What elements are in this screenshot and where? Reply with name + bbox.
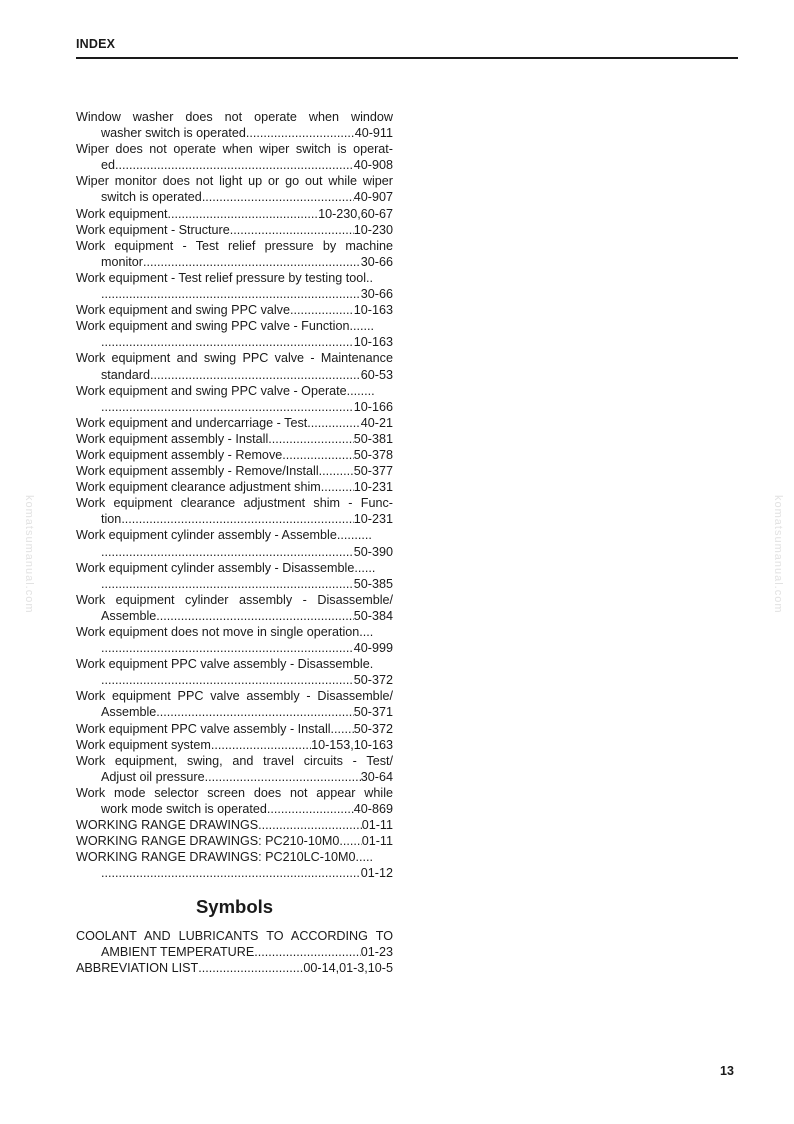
entry-line: Work equipment PPC valve assembly - Disassemble. [76, 657, 374, 672]
dot-leader [205, 769, 361, 785]
entry-leader-line [76, 817, 393, 833]
entry-page-reference: 40-999 [353, 641, 393, 656]
page-number: 13 [720, 1064, 734, 1078]
index-entry [76, 721, 393, 737]
dot-leader [101, 544, 354, 560]
entry-text: Work equipment assembly - Remove [76, 447, 283, 462]
symbols-heading: Symbols [195, 895, 274, 917]
entry-page-reference: 50-377 [353, 464, 393, 479]
entry-page-reference: 40-908 [353, 158, 393, 173]
entry-page-reference: 40-869 [353, 802, 393, 817]
entry-text: monitor [101, 254, 143, 269]
dot-leader [254, 944, 361, 960]
entry-leader-line [76, 511, 393, 527]
index-column [76, 109, 393, 976]
entry-leader-line [76, 367, 393, 383]
entry-leader-line [76, 334, 393, 350]
entry-text: washer switch is operated [101, 126, 246, 141]
index-entry [76, 479, 393, 495]
dot-leader [101, 286, 361, 302]
index-entry [76, 141, 393, 173]
entry-line: Work equipment PPC valve assembly - Disassemble/ [76, 689, 393, 704]
entry-leader-line [76, 479, 393, 495]
entry-leader-line [76, 576, 393, 592]
dot-leader [121, 511, 353, 527]
entry-page-reference: 10-153,10-163 [311, 737, 393, 752]
entry-page-reference: 40-21 [360, 415, 393, 430]
entry-text: switch is operated [101, 190, 202, 205]
entry-leader-line [76, 544, 393, 560]
index-entry [76, 688, 393, 720]
index-entry [76, 318, 393, 350]
entry-text: Work equipment and swing PPC valve [76, 303, 290, 318]
entry-text: standard [101, 367, 151, 382]
entry-line: Work equipment cylinder assembly - Disassemble...... [76, 560, 376, 575]
entry-text: Work equipment assembly - Remove/Install [76, 464, 319, 479]
index-entry [76, 431, 393, 447]
entry-text: work mode switch is operated [101, 802, 267, 817]
entry-leader-line [76, 672, 393, 688]
entry-page-reference: 01-11 [361, 834, 393, 849]
index-entry [76, 624, 393, 656]
entry-page-reference: 50-372 [353, 673, 393, 688]
entry-text: Work equipment assembly - Install [76, 431, 269, 446]
entry-line: Wiper does not operate when wiper switch is operat- [76, 142, 393, 157]
entry-leader-line [76, 125, 393, 141]
entry-line: Work equipment, swing, and travel circuits - Test/ [76, 753, 393, 768]
entry-text: Work equipment PPC valve assembly - Install. [76, 721, 335, 736]
entry-page-reference: 50-371 [353, 705, 393, 720]
entry-line: Work equipment - Test relief pressure by testing tool.. [76, 270, 374, 285]
entry-page-reference: 10-231 [353, 512, 393, 527]
entry-leader-line [76, 960, 393, 976]
entry-text: AMBIENT TEMPERATURE [101, 944, 255, 959]
entry-page-reference: 00-14,01-3,10-5 [303, 960, 393, 975]
dot-leader [258, 817, 362, 833]
entry-text: ed [101, 158, 116, 173]
dot-leader [343, 833, 362, 849]
entry-line: Work equipment cylinder assembly - Assemble.......... [76, 528, 372, 543]
entry-page-reference: 40-911 [354, 126, 393, 141]
dot-leader [211, 737, 311, 753]
index-entry [76, 109, 393, 141]
entry-page-reference: 10-163 [353, 335, 393, 350]
entry-leader-line [76, 737, 393, 753]
index-entry [76, 173, 393, 205]
index-entry [76, 383, 393, 415]
entry-line: COOLANT AND LUBRICANTS TO ACCORDING TO [76, 928, 393, 943]
entry-leader-line [76, 222, 393, 238]
entry-page-reference: 40-907 [353, 190, 393, 205]
entry-line: Work equipment does not move in single operation.... [76, 625, 374, 639]
entry-leader-line [76, 833, 393, 849]
index-entry [76, 206, 393, 222]
entry-page-reference: 01-12 [360, 866, 393, 881]
entry-text: ABBREVIATION LIST [76, 960, 199, 975]
index-entry [76, 463, 393, 479]
entry-line: Work equipment clearance adjustment shim - Func- [76, 496, 393, 511]
dot-leader [246, 125, 355, 141]
entry-line: Work equipment and swing PPC valve - Function....... [76, 319, 374, 334]
entry-text: Work equipment system [76, 737, 211, 752]
dot-leader [307, 415, 361, 431]
index-entry [76, 222, 393, 238]
entry-page-reference: 50-390 [353, 544, 393, 559]
entry-leader-line [76, 302, 393, 318]
entry-text: tion [101, 512, 122, 527]
index-entry [76, 737, 393, 753]
header-title: INDEX [76, 37, 116, 51]
dot-leader [143, 254, 361, 270]
dot-leader [101, 334, 354, 350]
index-entry [76, 302, 393, 318]
entry-page-reference: 30-66 [360, 287, 393, 302]
entry-page-reference: 01-11 [361, 818, 393, 833]
index-entry [76, 592, 393, 624]
index-entry [76, 753, 393, 785]
entry-text: Assemble [101, 608, 157, 623]
index-entry [76, 560, 393, 592]
entry-leader-line [76, 157, 393, 173]
entry-leader-line [76, 640, 393, 656]
dot-leader [268, 431, 354, 447]
dot-leader [101, 672, 354, 688]
entry-leader-line [76, 189, 393, 205]
index-entry [76, 238, 393, 270]
entry-line: Window washer does not operate when window [76, 110, 393, 124]
entry-line: Work mode selector screen does not appear while [76, 785, 393, 800]
dot-leader [334, 721, 354, 737]
dot-leader [202, 189, 354, 205]
index-entry [76, 495, 393, 527]
entry-page-reference: 01-23 [360, 944, 393, 959]
entry-page-reference: 60-53 [360, 367, 393, 382]
index-entry [76, 849, 393, 881]
dot-leader [230, 222, 354, 238]
entry-line: Work equipment - Test relief pressure by machine [76, 238, 393, 253]
index-entry [76, 656, 393, 688]
index-entry [76, 833, 393, 849]
watermark-left: komatsumanual.com [23, 495, 35, 614]
dot-leader [282, 447, 354, 463]
header-divider [76, 57, 738, 59]
entry-leader-line [76, 721, 393, 737]
dot-leader [290, 302, 354, 318]
entry-line: WORKING RANGE DRAWINGS: PC210LC-10M0..... [76, 850, 373, 865]
entry-page-reference: 10-163 [353, 303, 393, 318]
dot-leader [167, 206, 318, 222]
entry-text: Work equipment and undercarriage - Test [76, 415, 308, 430]
index-entry [76, 415, 393, 431]
entry-page-reference: 10-166 [353, 399, 393, 414]
dot-leader [101, 399, 354, 415]
index-entries [76, 109, 393, 882]
entry-leader-line [76, 431, 393, 447]
index-entry [76, 527, 393, 559]
entry-leader-line [76, 769, 393, 785]
entry-text: Adjust oil pressure [101, 769, 205, 784]
index-entry [76, 785, 393, 817]
watermark-right: komatsumanual.com [772, 495, 784, 614]
dot-leader [267, 801, 354, 817]
dot-leader [156, 704, 353, 720]
entry-page-reference: 10-230,60-67 [318, 206, 393, 221]
dot-leader [101, 640, 354, 656]
entry-page-reference: 10-231 [353, 480, 393, 495]
entry-line: Work equipment and swing PPC valve - Maintenance [76, 351, 393, 366]
entry-leader-line [76, 704, 393, 720]
entry-leader-line [76, 463, 393, 479]
index-entry [76, 960, 393, 976]
index-entry [76, 270, 393, 302]
entry-leader-line [76, 286, 393, 302]
entry-leader-line [76, 865, 393, 881]
entry-text: Work equipment [76, 206, 168, 221]
symbols-entries [76, 928, 393, 976]
dot-leader [101, 865, 361, 881]
dot-leader [319, 463, 354, 479]
entry-leader-line [76, 447, 393, 463]
entry-page-reference: 30-64 [360, 769, 393, 784]
entry-text: Work equipment clearance adjustment shim [76, 480, 321, 495]
index-entry [76, 817, 393, 833]
dot-leader [156, 608, 353, 624]
entry-page-reference: 50-378 [353, 447, 393, 462]
entry-line: Work equipment and swing PPC valve - Operate........ [76, 383, 375, 398]
entry-text: WORKING RANGE DRAWINGS [76, 818, 259, 833]
entry-text: Work equipment - Structure [76, 222, 230, 237]
entry-line: Wiper monitor does not light up or go out while wiper [76, 174, 393, 189]
entry-leader-line [76, 206, 393, 222]
entry-text: WORKING RANGE DRAWINGS: PC210-10M0. [76, 834, 343, 849]
index-entry [76, 447, 393, 463]
entry-page-reference: 50-381 [353, 431, 393, 446]
entry-leader-line [76, 399, 393, 415]
entry-text: Assemble [101, 705, 157, 720]
entry-page-reference: 50-384 [353, 608, 393, 623]
entry-leader-line [76, 944, 393, 960]
entry-leader-line [76, 801, 393, 817]
entry-leader-line [76, 254, 393, 270]
entry-line: Work equipment cylinder assembly - Disassemble/ [76, 592, 393, 607]
entry-leader-line [76, 415, 393, 431]
entry-page-reference: 30-66 [360, 254, 393, 269]
dot-leader [150, 367, 361, 383]
index-entry [76, 350, 393, 382]
dot-leader [321, 479, 354, 495]
index-entry [76, 928, 393, 960]
entry-page-reference: 10-230 [353, 222, 393, 237]
dot-leader [115, 157, 354, 173]
dot-leader [101, 576, 354, 592]
entry-leader-line [76, 608, 393, 624]
dot-leader [198, 960, 303, 976]
entry-page-reference: 50-385 [353, 576, 393, 591]
entry-page-reference: 50-372 [353, 721, 393, 736]
